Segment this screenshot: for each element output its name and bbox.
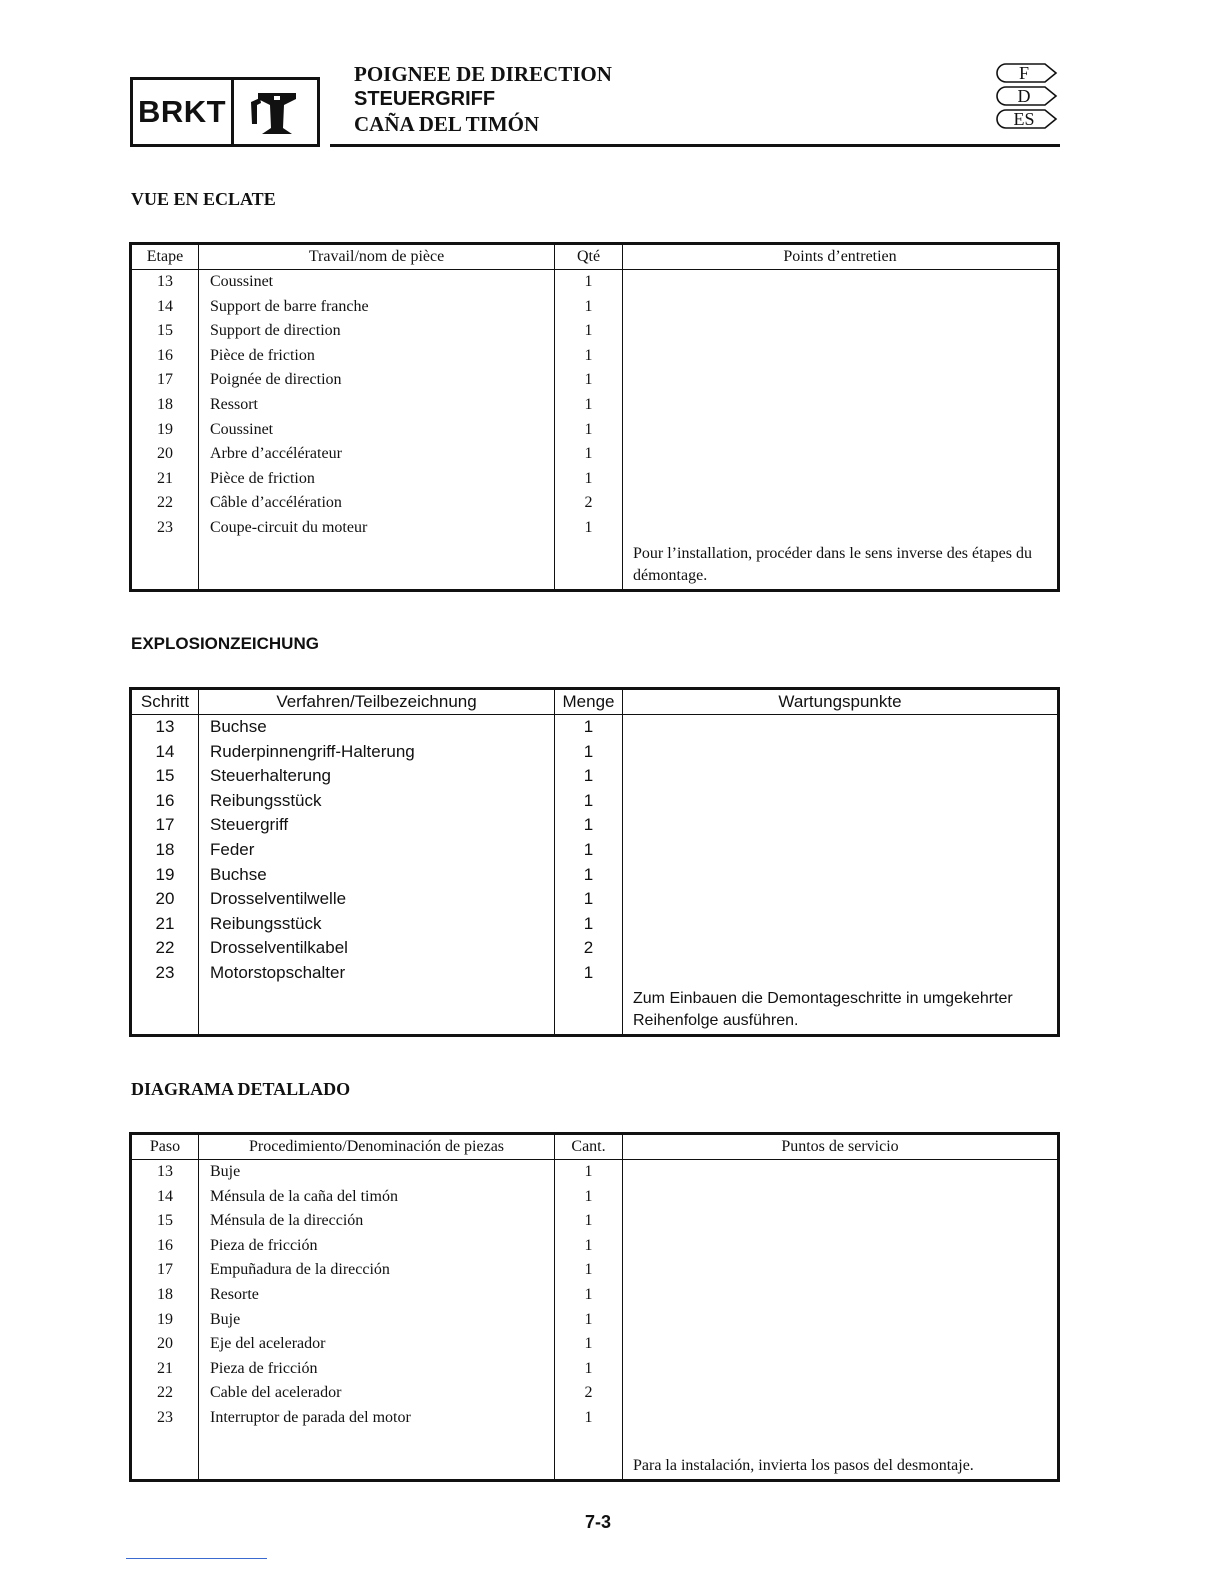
quantity-cell	[555, 986, 623, 1036]
service-points-cell	[623, 961, 1059, 986]
quantity-cell	[555, 541, 623, 591]
page-titles	[354, 62, 612, 137]
step-cell: 18	[131, 1283, 199, 1308]
step-cell: 17	[131, 813, 199, 838]
part-name-cell: Pièce de friction	[199, 467, 555, 492]
service-points-cell	[623, 344, 1059, 369]
step-cell: 20	[131, 887, 199, 912]
service-points-cell	[623, 912, 1059, 937]
table-header-row	[131, 1134, 1059, 1160]
step-cell: 19	[131, 863, 199, 888]
language-marker-d	[995, 85, 1059, 107]
section-title-french: VUE EN ECLATE	[131, 189, 276, 209]
quantity-cell: 1	[555, 516, 623, 541]
service-points-cell	[623, 368, 1059, 393]
quantity-cell: 1	[555, 912, 623, 937]
page-number: 7-3	[584, 1512, 611, 1532]
step-cell: 21	[131, 1357, 199, 1382]
part-name-cell: Feder	[199, 838, 555, 863]
quantity-cell: 1	[555, 1209, 623, 1234]
step-cell: 15	[131, 319, 199, 344]
step-cell: 18	[131, 393, 199, 418]
step-cell: 20	[131, 1332, 199, 1357]
service-points-cell	[623, 1308, 1059, 1333]
table-row	[131, 368, 1059, 393]
parts-table-french	[129, 242, 1060, 592]
table-row	[131, 295, 1059, 320]
part-name-cell: Interruptor de parada del motor	[199, 1406, 555, 1431]
service-points-cell	[623, 1283, 1059, 1308]
tiller-icon	[234, 80, 317, 144]
column-header: Puntos de servicio	[623, 1134, 1059, 1160]
quantity-cell: 1	[555, 270, 623, 295]
column-header: Etape	[131, 244, 199, 270]
quantity-cell: 1	[555, 418, 623, 443]
service-points-cell	[623, 295, 1059, 320]
table-row	[131, 1160, 1059, 1185]
service-points-cell	[623, 1185, 1059, 1210]
quantity-cell: 1	[555, 715, 623, 740]
service-points-cell	[623, 418, 1059, 443]
step-cell: 14	[131, 295, 199, 320]
table-row	[131, 1258, 1059, 1283]
part-name-cell: Drosselventilkabel	[199, 936, 555, 961]
service-points-cell	[623, 516, 1059, 541]
language-code: D	[1017, 86, 1031, 106]
section-title-spanish: DIAGRAMA DETALLADO	[131, 1079, 351, 1099]
language-code: ES	[1013, 109, 1035, 129]
service-points-cell	[623, 1381, 1059, 1406]
table-row	[131, 813, 1059, 838]
service-points-cell	[623, 319, 1059, 344]
table-header-row	[131, 244, 1059, 270]
part-name-cell: Coussinet	[199, 270, 555, 295]
table-row	[131, 912, 1059, 937]
step-cell: 19	[131, 418, 199, 443]
part-name-cell: Resorte	[199, 1283, 555, 1308]
step-cell: 15	[131, 764, 199, 789]
quantity-cell	[555, 1431, 623, 1481]
chapter-badge	[130, 77, 320, 147]
table-row	[131, 491, 1059, 516]
service-points-cell	[623, 467, 1059, 492]
part-name-cell: Buje	[199, 1308, 555, 1333]
step-cell: 16	[131, 789, 199, 814]
service-points-cell	[623, 789, 1059, 814]
part-name-cell: Eje del acelerador	[199, 1332, 555, 1357]
quantity-cell: 1	[555, 887, 623, 912]
quantity-cell: 1	[555, 1283, 623, 1308]
table-row	[131, 418, 1059, 443]
step-cell: 21	[131, 912, 199, 937]
step-cell: 21	[131, 467, 199, 492]
step-cell	[131, 1431, 199, 1481]
table-row	[131, 764, 1059, 789]
quantity-cell: 1	[555, 1160, 623, 1185]
part-name-cell: Cable del acelerador	[199, 1381, 555, 1406]
quantity-cell: 1	[555, 1332, 623, 1357]
service-points-cell	[623, 1332, 1059, 1357]
table-row	[131, 715, 1059, 740]
service-points-cell	[623, 813, 1059, 838]
part-name-cell: Pièce de friction	[199, 344, 555, 369]
column-header: Travail/nom de pièce	[199, 244, 555, 270]
step-cell: 13	[131, 715, 199, 740]
table-row	[131, 270, 1059, 295]
table-row	[131, 1209, 1059, 1234]
quantity-cell: 1	[555, 1185, 623, 1210]
quantity-cell: 1	[555, 863, 623, 888]
quantity-cell: 1	[555, 1234, 623, 1259]
table-row	[131, 393, 1059, 418]
column-header: Verfahren/Teilbezeichnung	[199, 689, 555, 715]
quantity-cell: 1	[555, 295, 623, 320]
parts-table-spanish	[129, 1132, 1060, 1482]
step-cell: 17	[131, 368, 199, 393]
column-header: Cant.	[555, 1134, 623, 1160]
part-name-cell: Reibungsstück	[199, 912, 555, 937]
part-name-cell: Buje	[199, 1160, 555, 1185]
table-row	[131, 961, 1059, 986]
table-row	[131, 887, 1059, 912]
part-name-cell	[199, 986, 555, 1036]
service-points-cell	[623, 1234, 1059, 1259]
quantity-cell: 2	[555, 936, 623, 961]
service-points-cell	[623, 838, 1059, 863]
quantity-cell: 1	[555, 1258, 623, 1283]
part-name-cell: Buchse	[199, 715, 555, 740]
step-cell: 13	[131, 270, 199, 295]
step-cell: 23	[131, 516, 199, 541]
quantity-cell: 1	[555, 442, 623, 467]
table-row	[131, 442, 1059, 467]
step-cell: 17	[131, 1258, 199, 1283]
table-row	[131, 838, 1059, 863]
title-spanish: CAÑA DEL TIMÓN	[354, 112, 540, 136]
part-name-cell: Reibungsstück	[199, 789, 555, 814]
table-row	[131, 319, 1059, 344]
part-name-cell: Pieza de fricción	[199, 1357, 555, 1382]
installation-note: Pour l’installation, procéder dans le sens inverse des étapes du démontage.	[623, 541, 1059, 591]
part-name-cell: Motorstopschalter	[199, 961, 555, 986]
part-name-cell: Câble d’accélération	[199, 491, 555, 516]
step-cell: 18	[131, 838, 199, 863]
quantity-cell: 1	[555, 1406, 623, 1431]
part-name-cell: Buchse	[199, 863, 555, 888]
part-name-cell	[199, 541, 555, 591]
column-header: Wartungspunkte	[623, 689, 1059, 715]
step-cell: 22	[131, 936, 199, 961]
service-points-cell	[623, 1357, 1059, 1382]
part-name-cell: Poignée de direction	[199, 368, 555, 393]
step-cell: 22	[131, 1381, 199, 1406]
parts-table-german	[129, 687, 1060, 1037]
title-german: STEUERGRIFF	[354, 88, 496, 110]
service-points-cell	[623, 715, 1059, 740]
service-points-cell	[623, 491, 1059, 516]
quantity-cell: 2	[555, 491, 623, 516]
service-points-cell	[623, 442, 1059, 467]
part-name-cell: Empuñadura de la dirección	[199, 1258, 555, 1283]
service-points-cell	[623, 764, 1059, 789]
language-marker-es	[995, 108, 1059, 130]
language-code: F	[1018, 63, 1029, 83]
part-name-cell: Steuerhalterung	[199, 764, 555, 789]
table-row	[131, 1308, 1059, 1333]
table-row-note	[131, 541, 1059, 591]
quantity-cell: 1	[555, 764, 623, 789]
step-cell: 23	[131, 961, 199, 986]
step-cell: 14	[131, 1185, 199, 1210]
quantity-cell: 1	[555, 789, 623, 814]
column-header: Procedimiento/Denominación de piezas	[199, 1134, 555, 1160]
table-row	[131, 1357, 1059, 1382]
part-name-cell: Coussinet	[199, 418, 555, 443]
table-row	[131, 516, 1059, 541]
quantity-cell: 1	[555, 319, 623, 344]
part-name-cell: Support de direction	[199, 319, 555, 344]
table-row	[131, 344, 1059, 369]
part-name-cell	[199, 1431, 555, 1481]
service-points-cell	[623, 270, 1059, 295]
part-name-cell: Ménsula de la caña del timón	[199, 1185, 555, 1210]
column-header: Schritt	[131, 689, 199, 715]
part-name-cell: Steuergriff	[199, 813, 555, 838]
table-row	[131, 467, 1059, 492]
service-points-cell	[623, 887, 1059, 912]
quantity-cell: 1	[555, 1308, 623, 1333]
service-points-cell	[623, 1258, 1059, 1283]
language-markers	[995, 62, 1059, 131]
part-name-cell: Arbre d’accélérateur	[199, 442, 555, 467]
table-row	[131, 936, 1059, 961]
table-row	[131, 1381, 1059, 1406]
column-header: Qté	[555, 244, 623, 270]
column-header: Paso	[131, 1134, 199, 1160]
step-cell: 13	[131, 1160, 199, 1185]
service-points-cell	[623, 740, 1059, 765]
installation-note: Zum Einbauen die Demontageschritte in umgekehrter Reihenfolge ausführen.	[623, 986, 1059, 1036]
quantity-cell: 1	[555, 838, 623, 863]
table-row	[131, 1332, 1059, 1357]
quantity-cell: 1	[555, 961, 623, 986]
part-name-cell: Ressort	[199, 393, 555, 418]
quantity-cell: 1	[555, 740, 623, 765]
part-name-cell: Ménsula de la dirección	[199, 1209, 555, 1234]
table-row-note	[131, 986, 1059, 1036]
service-points-cell	[623, 936, 1059, 961]
step-cell: 23	[131, 1406, 199, 1431]
step-cell: 20	[131, 442, 199, 467]
part-name-cell: Coupe-circuit du moteur	[199, 516, 555, 541]
quantity-cell: 1	[555, 467, 623, 492]
part-name-cell: Ruderpinnengriff-Halterung	[199, 740, 555, 765]
table-row	[131, 789, 1059, 814]
service-points-cell	[623, 393, 1059, 418]
quantity-cell: 1	[555, 813, 623, 838]
part-name-cell: Pieza de fricción	[199, 1234, 555, 1259]
quantity-cell: 1	[555, 368, 623, 393]
installation-note: Para la instalación, invierta los pasos del desmontaje.	[623, 1431, 1059, 1481]
step-cell	[131, 541, 199, 591]
step-cell: 15	[131, 1209, 199, 1234]
section-title-german: EXPLOSIONZEICHUNG	[131, 634, 319, 653]
step-cell: 19	[131, 1308, 199, 1333]
part-name-cell: Support de barre franche	[199, 295, 555, 320]
service-points-cell	[623, 1406, 1059, 1431]
table-row	[131, 1283, 1059, 1308]
badge-label: BRKT	[133, 80, 234, 144]
table-row	[131, 1185, 1059, 1210]
table-row	[131, 1234, 1059, 1259]
table-row	[131, 740, 1059, 765]
service-points-cell	[623, 863, 1059, 888]
table-row	[131, 863, 1059, 888]
step-cell: 16	[131, 1234, 199, 1259]
step-cell	[131, 986, 199, 1036]
service-points-cell	[623, 1160, 1059, 1185]
title-french: POIGNEE DE DIRECTION	[354, 62, 612, 86]
quantity-cell: 1	[555, 1357, 623, 1382]
column-header: Points d’entretien	[623, 244, 1059, 270]
table-header-row	[131, 689, 1059, 715]
quantity-cell: 1	[555, 344, 623, 369]
footer-line	[126, 1558, 267, 1559]
step-cell: 14	[131, 740, 199, 765]
table-row	[131, 1406, 1059, 1431]
step-cell: 16	[131, 344, 199, 369]
header-rule	[330, 144, 1060, 147]
quantity-cell: 2	[555, 1381, 623, 1406]
part-name-cell: Drosselventilwelle	[199, 887, 555, 912]
quantity-cell: 1	[555, 393, 623, 418]
service-points-cell	[623, 1209, 1059, 1234]
table-row-note	[131, 1431, 1059, 1481]
language-marker-f	[995, 62, 1059, 84]
column-header: Menge	[555, 689, 623, 715]
step-cell: 22	[131, 491, 199, 516]
